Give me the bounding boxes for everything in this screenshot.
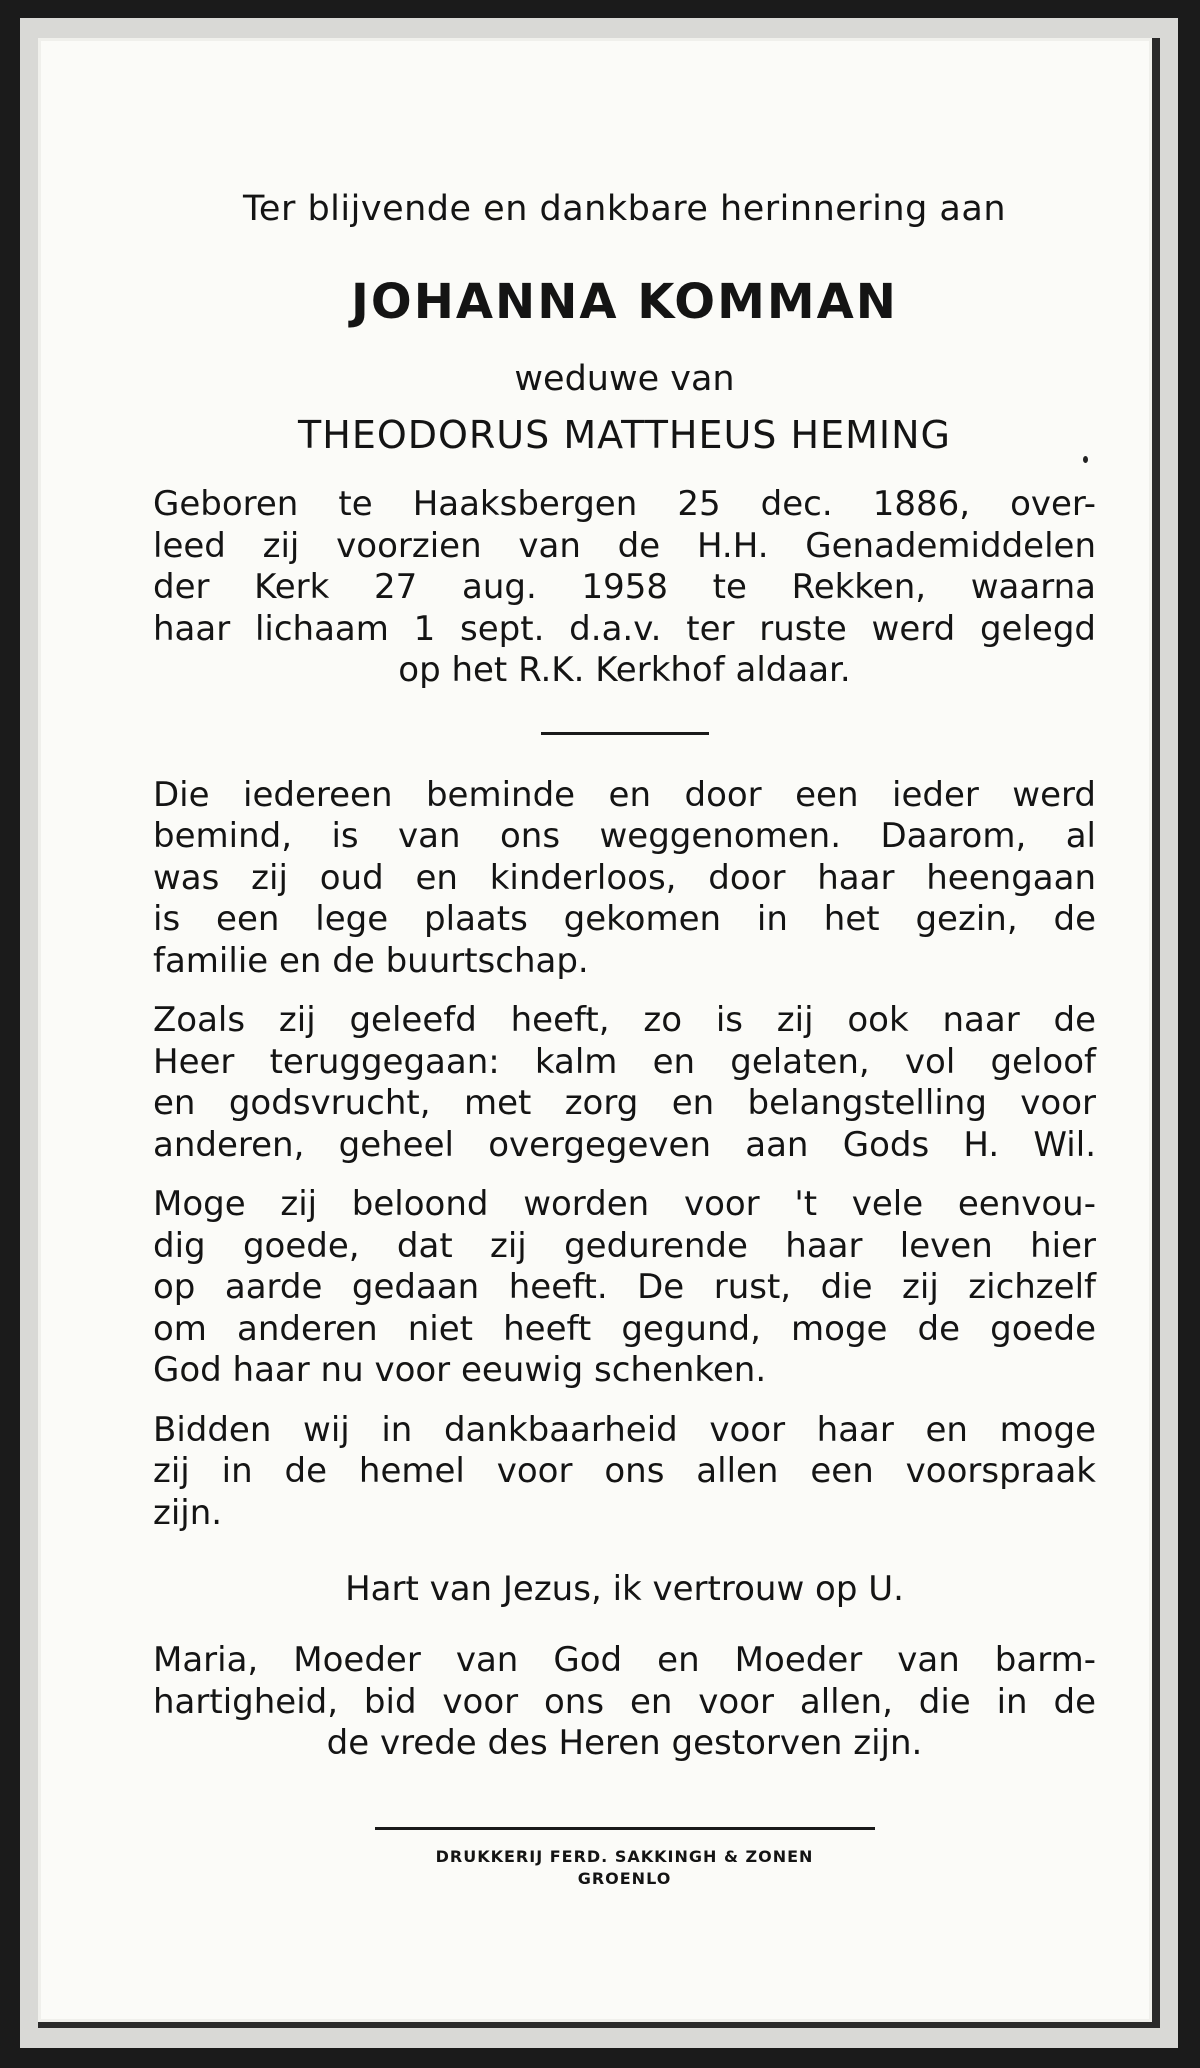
paragraph-line: Geboren te Haaksbergen 25 dec. 1886, over- <box>153 484 1096 524</box>
paragraph-reward <box>153 1184 1096 1392</box>
paragraph-line: leed zij voorzien van de H.H. Genademiddelen <box>153 525 1096 566</box>
short-divider <box>541 732 709 735</box>
husband-name: THEODORUS MATTHEUS HEMING <box>298 413 951 457</box>
paragraph-line: is een lege plaats gekomen in het gezin, de <box>153 899 1096 939</box>
paragraph-line: zijn. <box>153 1492 223 1533</box>
paragraph-line: dig goede, dat zij gedurende haar leven hier <box>153 1225 1096 1266</box>
widow-of-line: weduwe van <box>514 359 735 399</box>
paragraph-line: der Kerk 27 aug. 1958 te Rekken, waarna <box>153 567 1096 607</box>
intro-line: Ter blijvende en dankbare herinnering aan <box>242 189 1007 229</box>
paragraph-line: om anderen niet heeft gegund, moge de goede <box>153 1308 1096 1349</box>
paragraph-line: bemind, is van ons weggenomen. Daarom, al <box>153 816 1096 856</box>
paragraph-line: zij in de hemel voor ons allen een voorspraak <box>153 1451 1096 1491</box>
prayer-heart-of-jesus: Hart van Jezus, ik vertrouw op U. <box>345 1569 904 1609</box>
paragraph-line: en godsvrucht, met zorg en belangstelling voor <box>153 1083 1096 1123</box>
paragraph-line: op aarde gedaan heeft. De rust, die zij zichzelf <box>153 1267 1096 1307</box>
paragraph-line: Maria, Moeder van God en Moeder van barm- <box>153 1640 1096 1680</box>
paragraph-life <box>153 1000 1096 1166</box>
printer-town: GROENLO <box>577 1868 672 1888</box>
prayer-maria <box>153 1640 1096 1765</box>
deceased-name: JOHANNA KOMMAN <box>351 274 898 330</box>
paragraph-line: Die iedereen beminde en door een ieder werd <box>153 774 1096 815</box>
paragraph-beloved <box>153 775 1096 983</box>
paragraph-line: familie en de buurtschap. <box>153 940 589 981</box>
long-divider <box>375 1827 875 1830</box>
paragraph-prayer-request <box>153 1410 1096 1535</box>
paragraph-line: Zoals zij geleefd heeft, zo is zij ook naar de <box>153 1000 1096 1040</box>
paragraph-line: Bidden wij in dankbaarheid voor haar en moge <box>153 1409 1096 1450</box>
paragraph-line: de vrede des Heren gestorven zijn. <box>326 1723 923 1763</box>
card-content <box>153 188 1096 1890</box>
paragraph-line: God haar nu voor eeuwig schenken. <box>153 1350 767 1390</box>
paragraph-line: Heer teruggegaan: kalm en gelaten, vol geloof <box>153 1041 1096 1082</box>
paragraph-line: Moge zij beloond worden voor 't vele eenvou- <box>153 1184 1096 1224</box>
paragraph-line: anderen, geheel overgegeven aan Gods H. Wil. <box>153 1124 1096 1165</box>
paragraph-line: was zij oud en kinderloos, door haar heengaan <box>153 857 1096 898</box>
birth-death-paragraph <box>153 484 1096 692</box>
paragraph-line: op het R.K. Kerkhof aldaar. <box>398 650 851 690</box>
memorial-card <box>38 38 1160 2028</box>
paragraph-line: haar lichaam 1 sept. d.a.v. ter ruste werd gelegd <box>153 608 1096 649</box>
outer-frame <box>20 18 1178 2048</box>
paragraph-line: hartigheid, bid voor ons en voor allen, die in de <box>153 1681 1096 1722</box>
printer-name: DRUKKERIJ FERD. SAKKINGH & ZONEN <box>435 1846 814 1866</box>
